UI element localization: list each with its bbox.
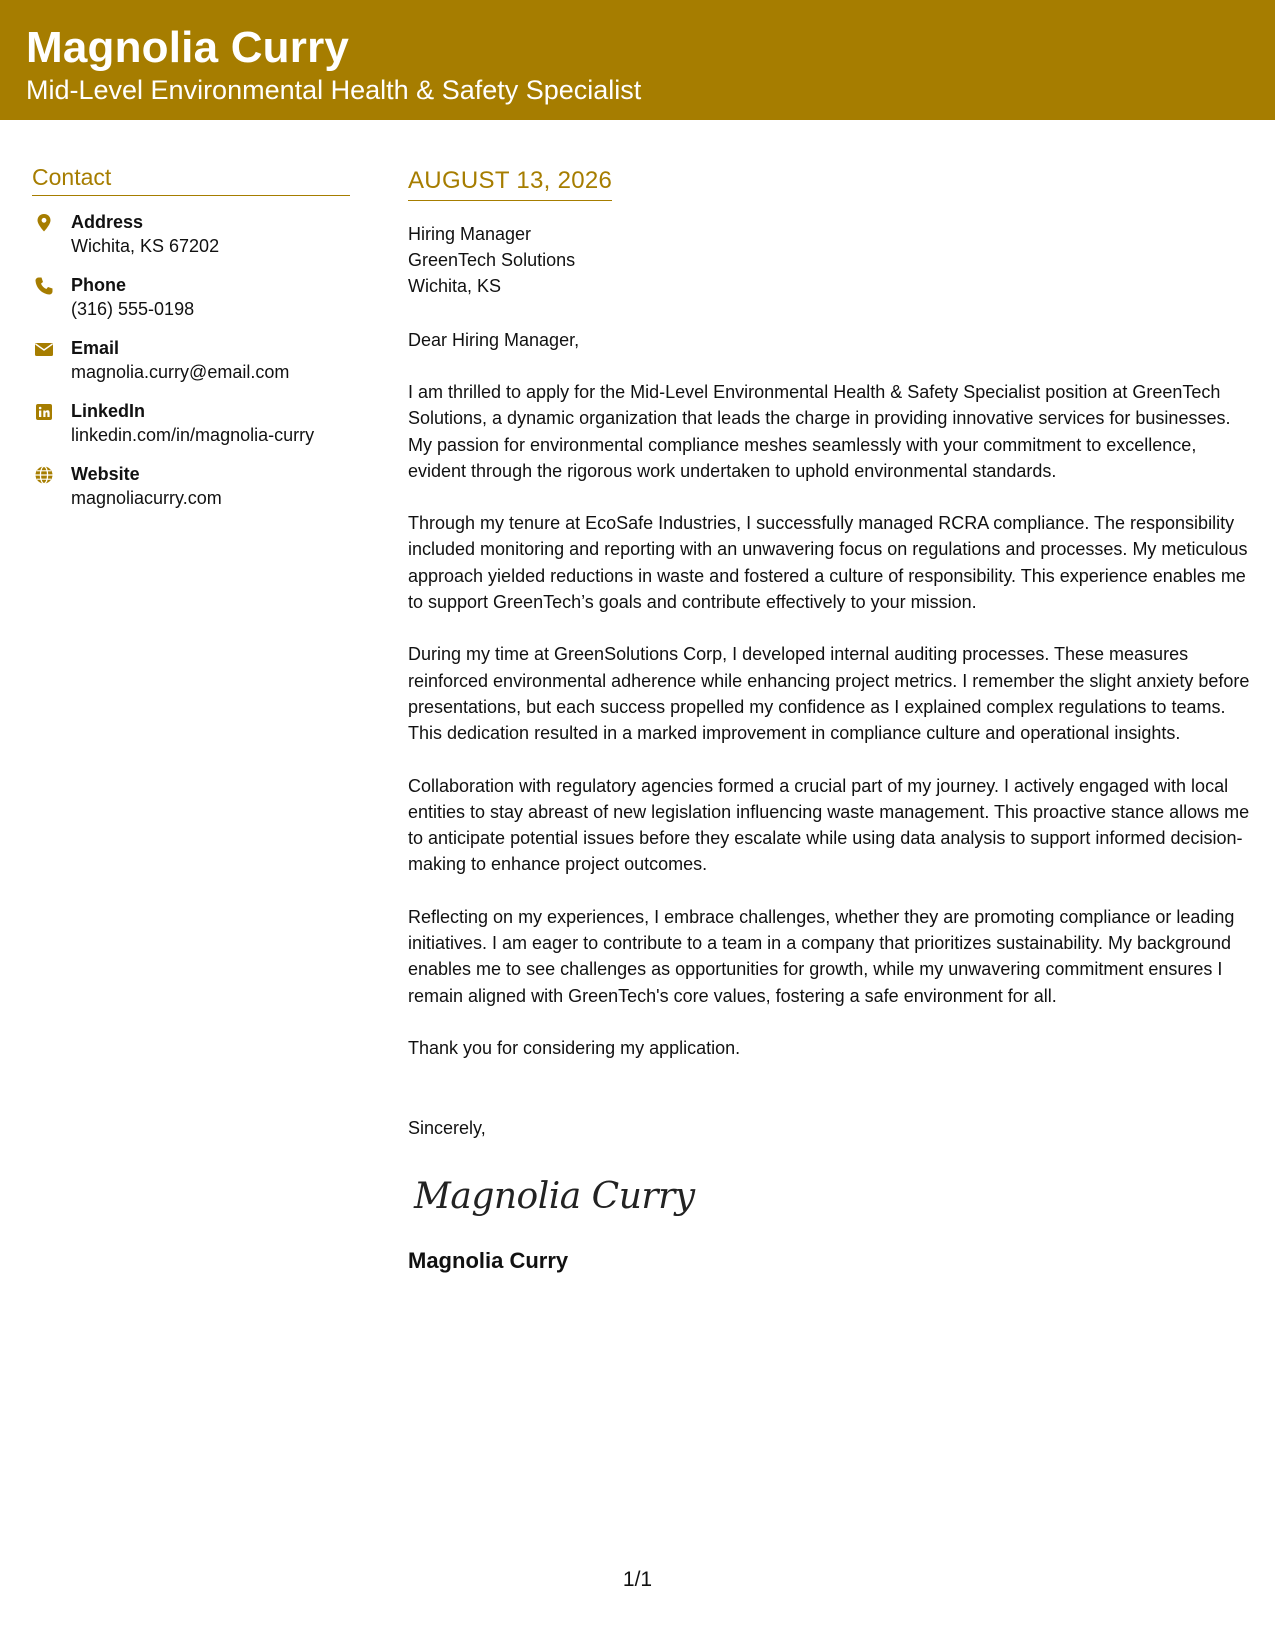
contact-label: Phone: [71, 275, 127, 295]
signoff-name: Magnolia Curry: [408, 1248, 569, 1274]
greeting: Dear Hiring Manager,: [408, 330, 580, 350]
paragraph: Reflecting on my experiences, I embrace challenges, whether they are promoting compliance or leading initiatives. I am eager to contribute to a team in a company that prioritizes sustainability. My background enables me to see challenges as opportunities for growth, while my unwavering commitment ensures I remain aligned with GreenTech's core values, fostering a safe environment for all.: [408, 906, 1235, 1006]
page-number: 1/1: [622, 1568, 653, 1591]
envelope-icon: [34, 339, 54, 359]
paragraph: During my time at GreenSolutions Corp, I developed internal auditing processes. These measures reinforced environmental adherence while enhancing project metrics. I remember the slight anxiety before presentations, but each success propelled my confidence as I explained complex regulations to teams. This dedication resulted in a marked improvement in compliance culture and operational insights.: [408, 644, 1250, 744]
recipient-line: Wichita, KS: [408, 276, 502, 296]
contact-label: Address: [71, 212, 144, 232]
address-value: Wichita, KS 67202: [71, 236, 220, 256]
applicant-name: Magnolia Curry: [26, 23, 350, 72]
paragraph: Thank you for considering my application.: [408, 1037, 741, 1058]
recipient-line: GreenTech Solutions: [408, 250, 576, 270]
job-title: Mid-Level Environmental Health & Safety Specialist: [26, 75, 642, 105]
phone-value: (316) 555-0198: [71, 299, 195, 319]
recipient-line: Hiring Manager: [408, 224, 532, 244]
email-value[interactable]: magnolia.curry@email.com: [71, 362, 290, 382]
recipient-block: [408, 221, 1253, 299]
contact-list: [32, 210, 352, 525]
header-banner: [0, 0, 1275, 120]
contact-label: Website: [71, 464, 140, 484]
contact-sidebar: [32, 163, 352, 525]
phone-icon: [34, 276, 54, 296]
contact-item-linkedin: [32, 399, 352, 462]
letter-date: AUGUST 13, 2026: [408, 166, 612, 201]
contact-label: LinkedIn: [71, 401, 146, 421]
handwritten-signature: Magnolia Curry: [414, 1176, 695, 1218]
contact-item-phone: [32, 273, 352, 336]
paragraph: Collaboration with regulatory agencies formed a crucial part of my journey. I actively engaged with local entities to stay abreast of new legislation influencing waste management. This proactive stance allows me to anticipate potential issues before they escalate while using data analysis to support informed decision-making to enhance project outcomes.: [408, 775, 1250, 875]
closing: Sincerely,: [408, 1118, 486, 1139]
letter-body: [408, 166, 1253, 1275]
paragraph: I am thrilled to apply for the Mid-Level Environmental Health & Safety Specialist position at GreenTech Solutions, a dynamic organization that leads the charge in providing innovative services for businesses. My passion for environmental compliance meshes seamlessly with your commitment to excellence, evident through the rigorous work undertaken to uphold environmental standards.: [408, 382, 1231, 481]
contact-heading: Contact: [32, 163, 350, 196]
globe-icon: [34, 465, 54, 485]
contact-item-address: [32, 210, 352, 273]
contact-label: Email: [71, 338, 120, 358]
paragraph: Through my tenure at EcoSafe Industries, I successfully managed RCRA compliance. The responsibility included monitoring and reporting with an unwavering focus on regulations and processes. My meticulous approach yielded reductions in waste and fostered a culture of responsibility. This experience enables me to support GreenTech’s goals and contribute effectively to your mission.: [408, 513, 1248, 613]
contact-item-email: [32, 336, 352, 399]
map-pin-icon: [34, 213, 54, 233]
contact-item-website: [32, 462, 352, 525]
linkedin-value[interactable]: linkedin.com/in/magnolia-curry: [71, 425, 315, 445]
website-value[interactable]: magnoliacurry.com: [71, 488, 222, 508]
linkedin-icon: [34, 402, 54, 422]
